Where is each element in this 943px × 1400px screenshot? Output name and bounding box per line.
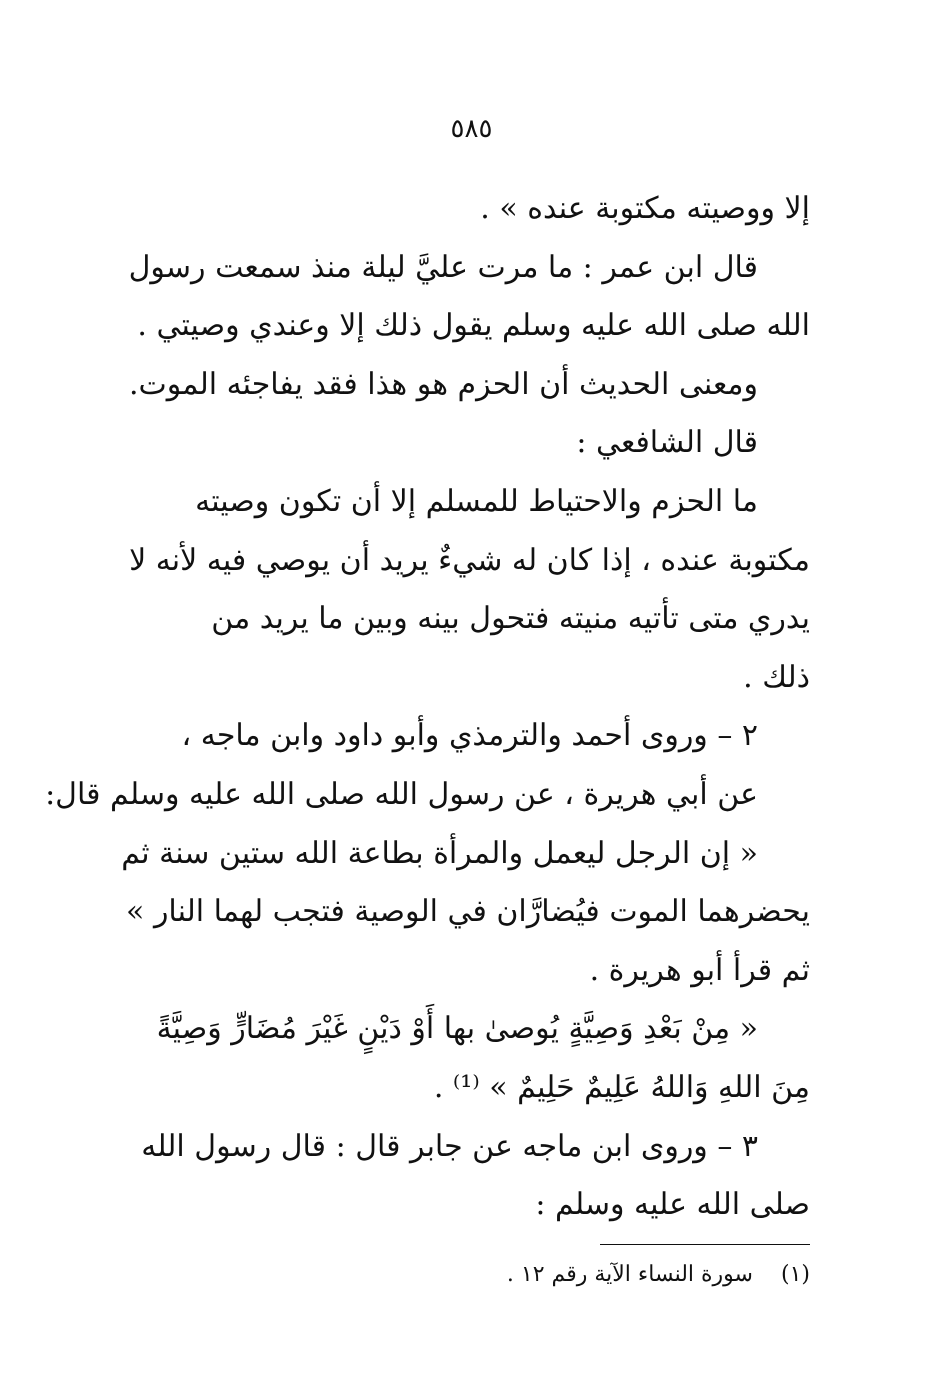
footnote-number: (١) [780, 1262, 810, 1287]
body-text [45, 180, 810, 1235]
text-line: ثم قرأ أبو هريرة . [589, 952, 810, 988]
footnote [130, 1262, 810, 1287]
text-line: ما الحزم والاحتياط للمسلم إلا أن تكون وصيته [195, 483, 758, 519]
text-line: قال الشافعي : [576, 425, 758, 461]
text-line: إلا ووصيته مكتوبة عنده » . [480, 191, 810, 226]
text-line: صلى الله عليه وسلم : [535, 1187, 810, 1223]
quran-verse-line: « مِنْ بَعْدِ وَصِيَّةٍ يُوصىٰ بها أَوْ دَيْنٍ غَيْرَ مُضَارٍّ وَصِيَّةً [156, 1011, 758, 1047]
text-line: مكتوبة عنده ، إذا كان له شيءٌ يريد أن يوصي فيه لأنه لا [129, 542, 810, 578]
page-number: ٥٨٥ [450, 114, 493, 144]
text-line: ومعنى الحديث أن الحزم هو هذا فقد يفاجئه الموت. [128, 366, 758, 402]
footnote-text: سورة النساء الآية رقم ١٢ . [506, 1262, 753, 1287]
text-line: يدري متى تأتيه منيته فتحول بينه وبين ما يريد من [211, 601, 810, 637]
text-line: « إن الرجل ليعمل والمرأة بطاعة الله ستين سنة ثم [121, 835, 758, 871]
text-line: قال ابن عمر : ما مرت عليَّ ليلة منذ سمعت رسول [128, 249, 758, 285]
text-line: عن أبي هريرة ، عن رسول الله صلى الله عليه وسلم قال: [45, 776, 758, 812]
text-line: ٣ – وروى ابن ماجه عن جابر قال : قال رسول الله [141, 1128, 758, 1164]
footnote-divider [600, 1244, 810, 1245]
text-line: ذلك . [743, 659, 810, 695]
text-line: يحضرهما الموت فيُضارَّان في الوصية فتجب لهما النار » [126, 894, 810, 930]
quran-verse-line: مِنَ اللهِ وَاللهُ عَلِيمٌ حَلِيمٌ » ⁽¹⁾ . [433, 1069, 810, 1105]
text-line: الله صلى الله عليه وسلم يقول ذلك إلا وعندي وصيتي . [137, 308, 810, 344]
text-line: ٢ – وروى أحمد والترمذي وأبو داود وابن ماجه ، [181, 718, 758, 754]
